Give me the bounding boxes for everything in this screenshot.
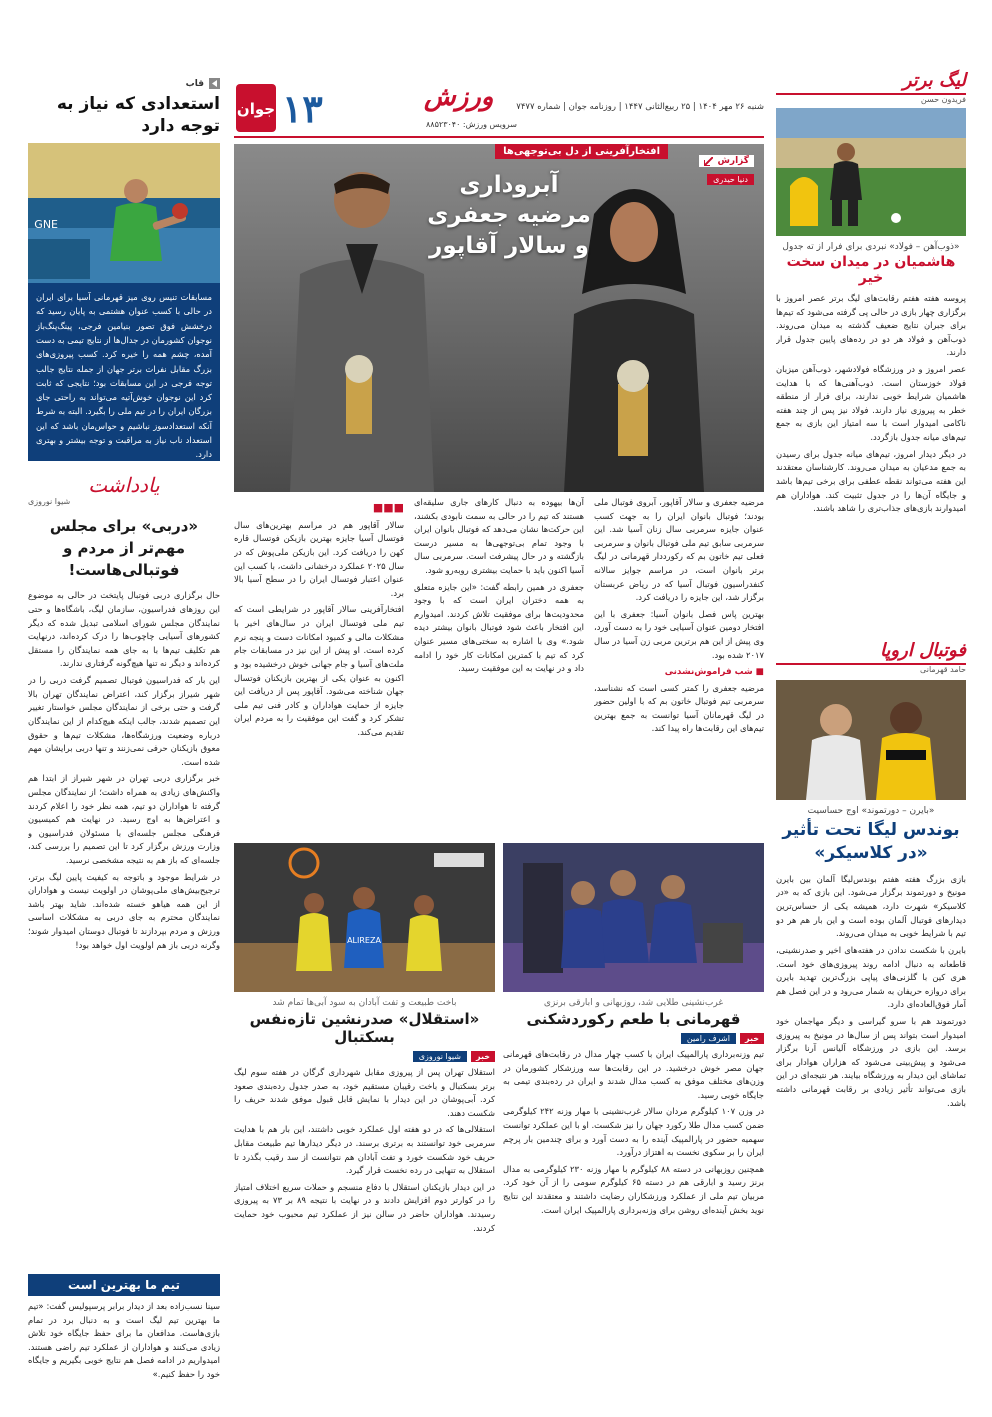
bball-tag-author: شیوا نوروزی [413, 1051, 467, 1062]
hero-photo [234, 144, 764, 492]
weight-paragraph: همچنین روزبهانی در دسته ۸۸ کیلوگرم با مهار وزنه ۲۳۰ کیلوگرمی به مدال برنز رسید و ابارقی هم در دسته ۶۵ کیلوگرم سومی را از آن خود کرد. مربیان تیم ملی از عملکرد ورزشکاران رضایت داشتند و معتقدند این نتایج نوید بخش آینده‌ای روشن برای وزنه‌برداری پارالمپیک ایران است. [503, 1163, 764, 1215]
bball-tag [234, 1051, 495, 1062]
tennis-banner-text: GNE [34, 218, 58, 232]
hero-title-line: و سالار آقاپور [429, 232, 589, 259]
story-column [234, 496, 404, 836]
left-column [28, 78, 220, 1398]
hero-title-line: آبروداری [459, 172, 559, 198]
euro-photo [776, 680, 966, 800]
euro-paragraph: بازی بزرگ هفته هفتم بوندس‌لیگا آلمان بین بایرن مونیخ و دورتموند برگزار می‌شود. این بازی که به «در کلاسیکر» شهرت دارد، همیشه یکی از حساس‌ترین دیدارهای فوتبال آلمان بوده است و این بار هم هر دو تیم با شرایط خوبی به میدان می‌روند. [776, 873, 966, 939]
frame-kicker-label: قاب [185, 78, 204, 89]
brand-logo-text: جوان [236, 100, 276, 118]
tennis-photo [28, 143, 220, 283]
story-paragraph: جعفری در همین رابطه گفت: «این جایزه متعلق به همه دختران ایران است که با وجود محدودیت‌ها برای موفقیت تلاش کردند. امیدوارم این افتخار باعث شود فوتبال بانوان بیشتر دیده شود.» وی با اشاره به سختی‌های مسیر عنوان کرد که تیم با کمترین امکانات کار خود را ادامه داد و در نهایت به این موفقیت رسید. [414, 581, 584, 674]
story-paragraph: مرضیه جعفری را کمتر کسی است که نشناسد، سرمربی تیم فوتبال خاتون بم که با اولین حضور در لیگ قهرمانان آسیا توانست به جمع بهترین تیم‌های این رقابت‌ها راه پیدا کند. [594, 682, 764, 734]
memo-author: شیوا نوروزی [28, 497, 71, 507]
story-paragraph: افتخارآفرینی سالار آقاپور در شرایطی است که تیم ملی فوتسال ایران در سال‌های اخیر با مشکلات مالی و کمبود امکانات دست و پنجه نرم کرده است. او پیش از این نیز در مسابقات جام ملت‌های آسیا و جام جهانی خوش درخشیده بود و اکنون به عنوان یکی از بهترین بازیکنان فوتسال جهان شناخته می‌شود. آقاپور پس از دریافت این جایزه از حمایت هواداران و کادر فنی تیم ملی تشکر کرد و گفت این موفقیت را به مردم ایران تقدیم می‌کند. [234, 604, 404, 737]
weight-tag-label: خبر [740, 1033, 764, 1044]
bball-title: «استقلال» صدرنشین تازه‌نفس بسکتبال [249, 1010, 480, 1046]
hero-title [424, 170, 594, 261]
main-story-columns [234, 496, 764, 836]
league-kicker: «ذوب‌آهن – فولاد» نبردی برای فرار از ته جدول [782, 242, 960, 252]
section-name: ورزش [424, 82, 494, 112]
weight-title: قهرمانی با طعم رکوردشکنی [526, 1010, 741, 1028]
hero-caption: افتخارآفرینی از دل بی‌توجهی‌ها [495, 144, 668, 159]
issue-meta: شنبه ۲۶ مهر ۱۴۰۴ | ۲۵ ربیع‌الثانی ۱۴۴۷ | روزنامه جوان | شماره ۷۴۷۷ [516, 102, 764, 112]
league-paragraph: پروسه هفته هفتم رقابت‌های لیگ برتر عصر امروز با برگزاری چهار بازی در حالی پی گرفته می‌شود که تیم‌ها برای جبران نتایج ضعیف گذشته به میدان می‌روند. ذوب‌آهن و فولاد هر دو در رده‌های پایین جدول قرار دارند. [776, 293, 966, 358]
euro-logo: فوتبال اروپا [879, 640, 966, 661]
hero-title-line: مرضیه جعفری [427, 202, 591, 229]
story-marker: ■■■ [372, 501, 404, 514]
story-column [414, 496, 584, 836]
league-header [776, 70, 966, 95]
league-author: فریدون حسن [920, 95, 966, 104]
euro-body [776, 873, 966, 1343]
football-photo [776, 108, 966, 236]
memo-paragraph: خبر برگزاری دربی تهران در شهر شیراز از ابتدا هم واکنش‌های زیادی به همراه داشت؛ از نمایندگان مجلس گرفته تا هواداران دو تیم، همه نظر خود را اعلام کردند و اعتراض‌ها به اوج رسید. در نهایت هم کمیسیون فرهنگی مجلس جلسه‌ای با مسئولان فدراسیون و وزارت ورزش برگزار کرد تا این تصمیم را بررسی کند، جلسه‌ای که باز هم به نتیجه مشخصی نرسید. [28, 773, 220, 866]
page-number: ۱۳ [282, 86, 323, 131]
bball-kicker: باخت طبیعت و تفت آبادان به سود آبی‌ها تمام شد [272, 998, 457, 1008]
euro-kicker: «بایرن – دورتموند» اوج حساسیت [807, 806, 935, 816]
basketball-story [234, 994, 495, 1398]
euro-paragraph: بایرن با شکست ندادن در هفته‌های اخیر و صدرنشینی، قاطعانه به دنبال ادامه روند پیروزی‌های خود است. هری کین با گلزنی‌های پیاپی بزرگ‌ترین تهدید بایرن برای دروازه حریفان به شمار می‌رود و در این فصل هم آمار فوق‌العاده‌ای دارد. [776, 944, 966, 1010]
euro-author: حامد قهرمانی [920, 665, 966, 674]
best-team-box [28, 1274, 220, 1398]
jersey-name: ALIREZA [347, 936, 381, 945]
section-contact: سرویس ورزش: ۸۸۵۲۳۰۴۰ [426, 120, 517, 129]
league-paragraph: در دیگر دیدار امروز، تیم‌های میانه جدول برای رسیدن به جمع مدعیان به میدان می‌روند. کارشناسان معتقدند این هفته می‌تواند نقطه عطفی برای برخی تیم‌ها باشد و جایگاه آن‌ها را در جدول تثبیت کند. هواداران هم امیدوارند بازی‌های جذاب‌تری را شاهد باشند. [776, 448, 966, 514]
report-tag-label: گزارش [717, 156, 749, 166]
best-team-body: سینا نسب‌زاده بعد از دیدار برابر پرسپولیس گفت: «تیم ما بهترین تیم لیگ است و به دنبال برد در تمام بازی‌هاست. مدافعان ما برای حفظ جایگاه خود تلاش زیادی می‌کنند و هواداران از عملکرد تیم راضی هستند. امیدواریم در ادامه فصل هم نتایج خوبی بگیریم و جایگاه خود را حفظ کنیم.» [28, 1301, 220, 1380]
best-team-title: تیم ما بهترین است [28, 1274, 220, 1296]
play-square-icon [209, 78, 220, 89]
weightlifting-story [503, 994, 764, 1398]
bball-body [234, 1066, 495, 1404]
story-subhead: ■ شب فراموش‌نشدنی [664, 667, 764, 678]
memo-body [28, 589, 220, 1189]
euro-paragraph: دورتموند هم با سرو گیراسی و دیگر مهاجمان خود امیدوار است بتواند پس از سال‌ها در مونیخ به پیروزی برسد. این بازی در ورزشگاه آلیانس آرنا برگزار می‌شود و پیش‌بینی می‌شود که هزاران هوادار برای تماشای این دیدار به ورزشگاه بیایند. هر نتیجه‌ای در این بازی می‌تواند تأثیر زیادی بر رقابت قهرمانی داشته باشد. [776, 1015, 966, 1108]
weight-tag-author: اشرف رامین [681, 1033, 736, 1044]
bball-paragraph: استقلال تهران پس از پیروزی مقابل شهرداری گرگان در هفته سوم لیگ برتر بسکتبال و باخت رقیبان مستقیم خود، به صدر جدول رده‌بندی صعود کرد. آبی‌پوشان در این دیدار با نمایش قابل قبول موفق شدند حریف را شکست دهند. [234, 1067, 495, 1118]
frame-kicker [28, 78, 220, 89]
weight-kicker: غرب‌نشینی طلایی شد، روزبهانی و ابارقی برنزی [543, 998, 724, 1008]
weight-body [503, 1048, 764, 1386]
story-paragraph: سالار آقاپور هم در مراسم بهترین‌های سال فوتسال آسیا جایزه بهترین بازیکن فوتسال قاره کهن را دریافت کرد. این بازیکن ملی‌پوش که در سال ۲۰۲۵ عملکرد درخشانی داشت، با کسب این عنوان اعتبار فوتسال ایران را در سطح آسیا بالا برد. [234, 519, 404, 598]
report-author: دنیا حیدری [707, 174, 754, 185]
brand-logo [234, 82, 278, 134]
story-paragraph: بهترین پاس فصل بانوان آسیا: جعفری با این افتخار دومین عنوان آسیایی خود را به دست آورد، وی پیش از این هم برترین مربی زن آسیا در سال ۲۰۱۷ شده بود. [594, 608, 764, 660]
league-logo: لیگ برتر [902, 70, 966, 91]
right-column [776, 70, 966, 1400]
memo-paragraph: این بار که فدراسیون فوتبال تصمیم گرفت دربی را در شهر شیراز برگزار کند، اعتراض نمایندگان تهران بالا گرفت و حتی برخی از نمایندگان مجلس خواستار تغییر این تصمیم شدند، جالب اینکه هیچ‌کدام از این نمایندگان درباره وضعیت ورزشگاه‌ها، مشکلات تیم‌ها و حقوق معوق بازیکنان حرفی نمی‌زنند و تنها دربی برایشان مهم شده است. [28, 675, 220, 767]
weightlifting-photo [503, 843, 764, 992]
bball-tag-label: خبر [471, 1051, 495, 1062]
report-tag-box [699, 155, 754, 167]
story-paragraph: آن‌ها بیهوده به دنبال کارهای جاری سلیقه‌ای هستند که تیم را در حالی به سمت نابودی بکشند، این حرکت‌ها نشان می‌دهد که فوتبال بانوان ایران با وجود تمام بی‌توجهی‌ها به مسیر درست بازگشته و در حال پیشرفت است. سرمربی سال آسیا اکنون باید با حمایت بیشتری روبه‌رو شود. [414, 497, 584, 576]
league-body [776, 292, 966, 626]
memo-title: «دربی» برای مجلس مهم‌تر از مردم و فوتبالی‌هاست! [49, 517, 199, 579]
story-paragraph: مرضیه جعفری و سالار آقاپور، آبروی فوتبال ملی بودند؛ فوتبال بانوان ایران را به جهت کسب عنوان جایزه سرمربی سال زنان آسیا شد. این سرمربی سابق تیم ملی فوتبال بانوان و سرمربی فعلی تیم خاتون بم که رکورددار قهرمانی در لیگ برتر بانوان است، در مراسم جوایز سالانه کنفدراسیون فوتبال آسیا که در ریاض عربستان برگزار شد، این جایزه را دریافت کرد. [594, 497, 764, 603]
bball-paragraph: در این دیدار بازیکنان استقلال با دفاع منسجم و حملات سریع اختلاف امتیاز را در کوارتر دوم افزایش دادند و در نهایت با نتیجه ۸۹ بر ۷۳ به پیروزی رسیدند. هواداران حاضر در سالن نیز از عملکرد تیم محبوب خود حمایت کردند. [234, 1181, 495, 1233]
masthead [234, 78, 764, 138]
weight-tag [503, 1033, 764, 1044]
frame-body: مسابقات تنیس روی میز قهرمانی آسیا برای ایران در حالی با کسب عنوان هشتمی به پایان رسید که درخشش فوق تصور بنیامین فرجی، پینگ‌پنگ‌باز نوجوان کشورمان در جدال‌ها از نتایج تیمی به دست آمده، چشم همه را خیره کرد. کسب پیروزی‌های بزرگ مقابل نفرات برتر جهان از جمله نتایج جالب توجه فرجی در این مسابقات بود؛ نتایجی که ثابت کرد این نوجوان خوش‌آتیه می‌تواند به راحتی جای بزرگان ایران را در تیم ملی را بگیرد. البته به شرط آنکه استعداد‌سوز نباشیم و حواس‌مان باشد که این استعداد ناب نیاز به مراقبت و توجه بیشتر و بهتری دارد. [28, 283, 220, 461]
league-paragraph: عصر امروز و در ورزشگاه فولادشهر، ذوب‌آهن میزبان فولاد خوزستان است. ذوب‌آهنی‌ها که با هدایت هاشمیان شرایط خوبی ندارند، برای فرار از منطقه خطر به پیروزی نیاز دارند. فولاد نیز پس از چند هفته ناکامی امیدوار است با سه امتیاز این بازی به جمع تیم‌های میانه جدول بازگردد. [776, 364, 966, 443]
bball-paragraph: استقلالی‌ها که در دو هفته اول عملکرد خوبی داشتند، این بار هم با هدایت سرمربی خود توانستند به برتری برسند. در دیگر دیدارها تیم طبیعت مقابل حریف خود شکست خورد و تفت آبادان هم نتوانست از سد رقیب بگذرد تا استقلال به تنهایی در رده نخست قرار گیرد. [234, 1124, 495, 1176]
euro-header [776, 640, 966, 665]
memo-paragraph: حال برگزاری دربی فوتبال پایتخت در حالی به موضوع این روزهای فدراسیون، سازمان لیگ، باشگاه‌ها و حتی نمایندگان مجلس شورای اسلامی تبدیل شده که دیگر کشورهای آسیایی چاچوب‌ها را درک کرده‌اند، درنهایت هم تکلیف تیم‌ها با به جای همه نمایندگان را مستقل کرده‌اند و دیگر نه تنها هیچ‌گونه گرفتاری ندارند. [28, 590, 220, 669]
story-column [594, 496, 764, 836]
euro-title: بوندس لیگا تحت تأثیر «در کلاسیکر» [782, 820, 960, 863]
weight-paragraph: در وزن ۱۰۷ کیلوگرم مردان سالار غرب‌نشینی با مهار وزنه ۲۴۲ کیلوگرمی ضمن کسب مدال طلا رکورد جهان را نیز شکست. او با این عملکرد توانست سهمیه حضور در پارالمپیک آینده را به دست آورد و برای چندمین بار پرچم ایران را بر سکوی نخست به اهتزاز درآورد. [503, 1106, 764, 1158]
arrow-corner-icon [704, 157, 713, 166]
memo-label: یادداشت [88, 473, 160, 498]
basketball-photo [234, 843, 495, 992]
report-tag [699, 148, 754, 186]
league-title: هاشمیان در میدان سخت خیر [786, 254, 956, 286]
weight-paragraph: تیم وزنه‌برداری پارالمپیک ایران با کسب چهار مدال در رقابت‌های قهرمانی جهان مصر خوش درخشید. در این رقابت‌ها سه ورزشکار کشورمان در وزن‌های مختلف موفق به کسب مدال شدند و ایران در رده‌بندی تیمی به جایگاه خوبی رسید. [503, 1049, 764, 1100]
memo-paragraph: در شرایط موجود و باتوجه به کیفیت پایین لیگ برتر، ترجیح‌بیش‌های ملی‌پوشان در اولویت نیست و هواداران از این همه هیاهو خسته شده‌اند. شاید بهتر باشد نمایندگان محترم به جای دربی به مشکلات اساسی ورزش و مردم بپردازند تا فوتبال دوستان امیدوار شوند؛ وگرنه دربی باز هم اولویت اول خواهد بود! [28, 871, 220, 950]
frame-title: استعدادی که نیاز به توجه دارد [56, 94, 220, 137]
